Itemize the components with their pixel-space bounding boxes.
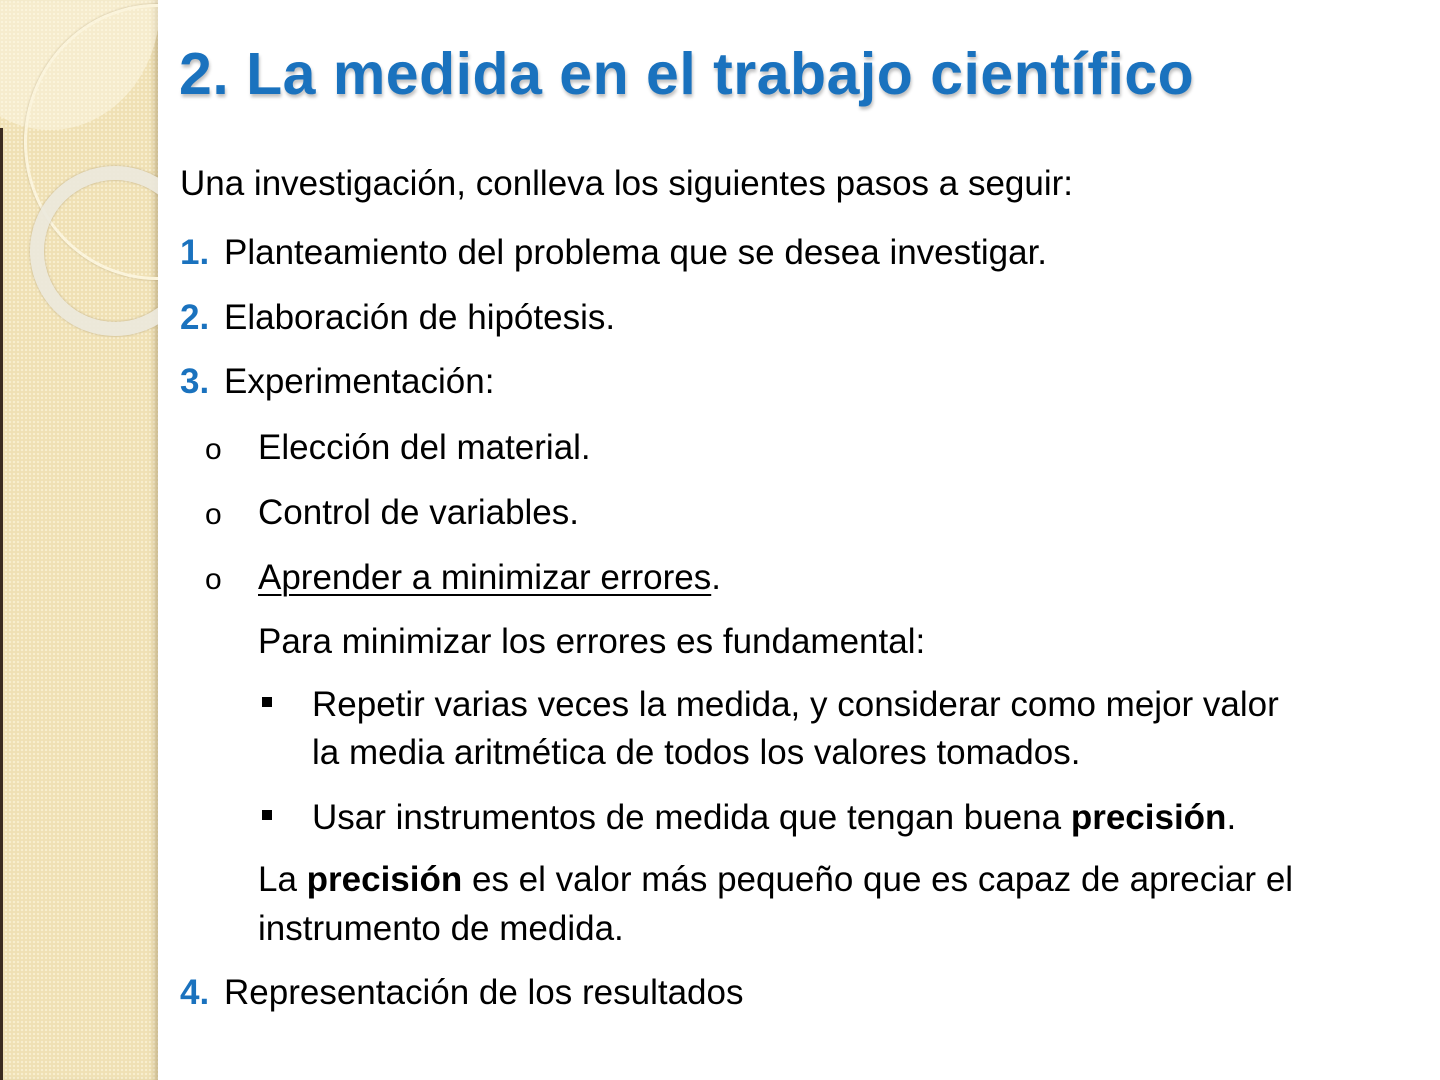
minimize-point-2 xyxy=(312,794,1236,842)
step-1 xyxy=(180,229,1047,277)
minimize-intro: Para minimizar los errores es fundamental: xyxy=(258,622,926,661)
square-bullet-icon xyxy=(262,810,272,820)
decorative-sidebar xyxy=(0,0,158,1080)
definition-prefix: La xyxy=(258,860,307,899)
step-number: 4. xyxy=(180,973,210,1012)
point-text: Usar instrumentos de medida que tengan buena xyxy=(312,798,1071,837)
definition-text: es el valor más pequeño que es capaz de apreciar el xyxy=(462,860,1294,899)
slide-title: 2. La medida en el trabajo científico xyxy=(179,41,1195,107)
experimentation-item-1: Elección del material. xyxy=(258,428,591,467)
step-text: Experimentación: xyxy=(224,362,495,401)
definition-line-1 xyxy=(258,856,1293,904)
decorative-edge xyxy=(0,128,3,1080)
step-3 xyxy=(180,358,494,406)
step-text: Representación de los resultados xyxy=(224,973,744,1012)
step-2 xyxy=(180,294,615,342)
punctuation: . xyxy=(711,558,721,597)
punctuation: . xyxy=(1226,798,1237,837)
step-number: 1. xyxy=(180,233,210,272)
step-number: 2. xyxy=(180,298,210,337)
experimentation-item-3 xyxy=(258,554,721,602)
underlined-text: Aprender a minimizar errores xyxy=(258,558,712,597)
bold-term: precisión xyxy=(306,860,463,899)
step-number: 3. xyxy=(180,362,210,401)
minimize-point-1-line-1: Repetir varias veces la medida, y considerar como mejor valor xyxy=(312,685,1279,724)
bold-term: precisión xyxy=(1070,798,1227,837)
minimize-point-1-line-2: la media aritmética de todos los valores tomados. xyxy=(312,733,1081,772)
definition-line-2: instrumento de medida. xyxy=(258,909,624,948)
circle-bullet-icon: o xyxy=(205,498,222,531)
square-bullet-icon xyxy=(262,697,272,707)
step-text: Planteamiento del problema que se desea investigar. xyxy=(224,233,1048,272)
experimentation-item-2: Control de variables. xyxy=(258,493,579,532)
step-text: Elaboración de hipótesis. xyxy=(224,298,616,337)
circle-bullet-icon: o xyxy=(205,433,222,466)
intro-text: Una investigación, conlleva los siguientes pasos a seguir: xyxy=(180,164,1074,203)
circle-bullet-icon: o xyxy=(205,563,222,596)
step-4 xyxy=(180,969,743,1017)
